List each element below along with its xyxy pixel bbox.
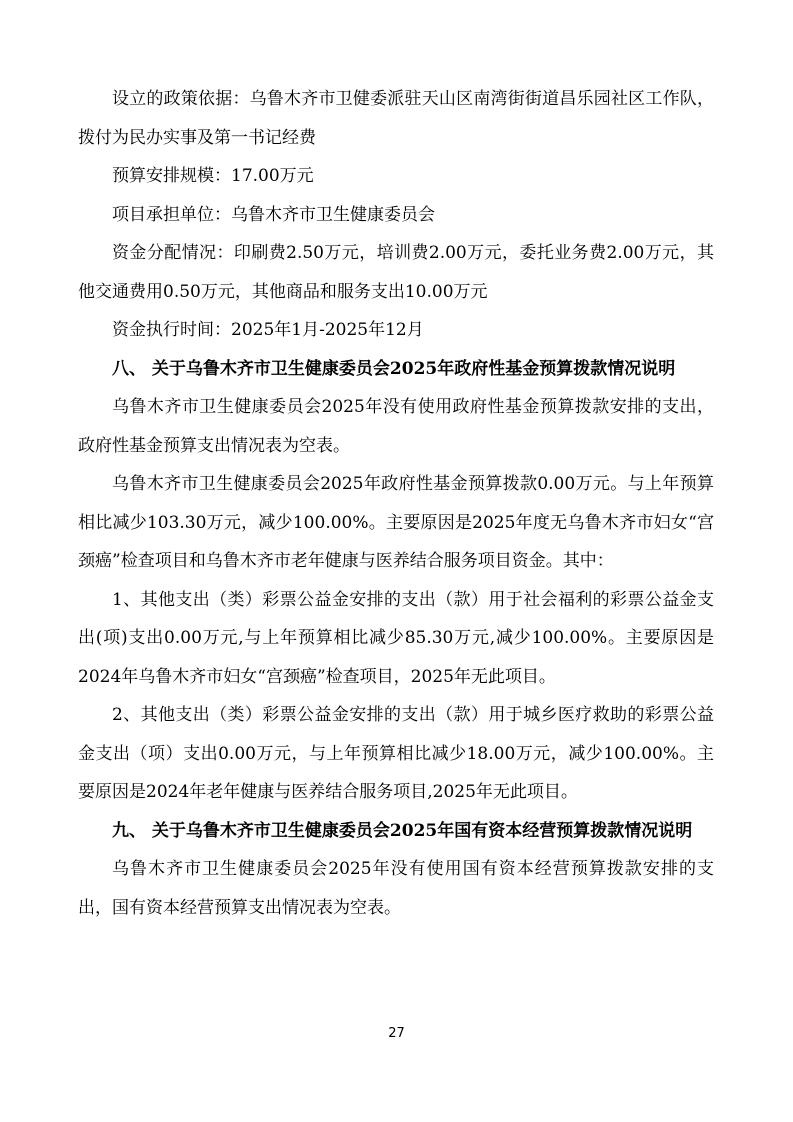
policy-basis-paragraph: 设立的政策依据：乌鲁木齐市卫健委派驻天山区南湾街街道昌乐园社区工作队，拨付为民办实事及第一书记经费 <box>78 89 714 148</box>
lottery-medical-aid-paragraph: 2、其他支出（类）彩票公益金安排的支出（款）用于城乡医疗救助的彩票公益金支出（项）支出0.00万元，与上年预算相比减少18.00万元，减少100.00%。主要原因是2024年老年健康与医养结合服务项目,2025年无此项目。 <box>78 705 714 802</box>
lottery-welfare-paragraph: 1、其他支出（类）彩票公益金安排的支出（款）用于社会福利的彩票公益金支出(项)支出0.00万元,与上年预算相比减少85.30万元,减少100.00%。主要原因是2024年乌鲁木齐市妇女“宫颈癌”检查项目，2025年无此项目。 <box>78 589 714 687</box>
budget-scale-paragraph: 预算安排规模：17.00万元 <box>112 166 314 186</box>
fund-allocation-paragraph: 资金分配情况：印刷费2.50万元，培训费2.00万元，委托业务费2.00万元，其他交通费用0.50万元，其他商品和服务支出10.00万元 <box>78 243 714 302</box>
undertaking-unit-paragraph: 项目承担单位：乌鲁木齐市卫生健康委员会 <box>112 204 435 225</box>
government-fund-change-paragraph: 乌鲁木齐市卫生健康委员会2025年政府性基金预算拨款0.00万元。与上年预算相比减少103.30万元，减少100.00%。主要原因是2025年度无乌鲁木齐市妇女“宫颈癌”检查项目和乌鲁木齐市老年健康与医养结合服务项目资金。其中： <box>78 474 714 571</box>
section-heading-8: 八、 关于乌鲁木齐市卫生健康委员会2025年政府性基金预算拨款情况说明 <box>112 358 676 379</box>
government-fund-summary-paragraph: 乌鲁木齐市卫生健康委员会2025年没有使用政府性基金预算拨款安排的支出，政府性基金预算支出情况表为空表。 <box>78 397 714 456</box>
document-body <box>78 80 714 927</box>
execution-time-paragraph: 资金执行时间：2025年1月-2025年12月 <box>112 320 424 340</box>
state-capital-summary-paragraph: 乌鲁木齐市卫生健康委员会2025年没有使用国有资本经营预算拨款安排的支出，国有资本经营预算支出情况表为空表。 <box>78 859 714 918</box>
page-number: 27 <box>388 1026 405 1041</box>
section-heading-9: 九、 关于乌鲁木齐市卫生健康委员会2025年国有资本经营预算拨款情况说明 <box>112 820 693 841</box>
